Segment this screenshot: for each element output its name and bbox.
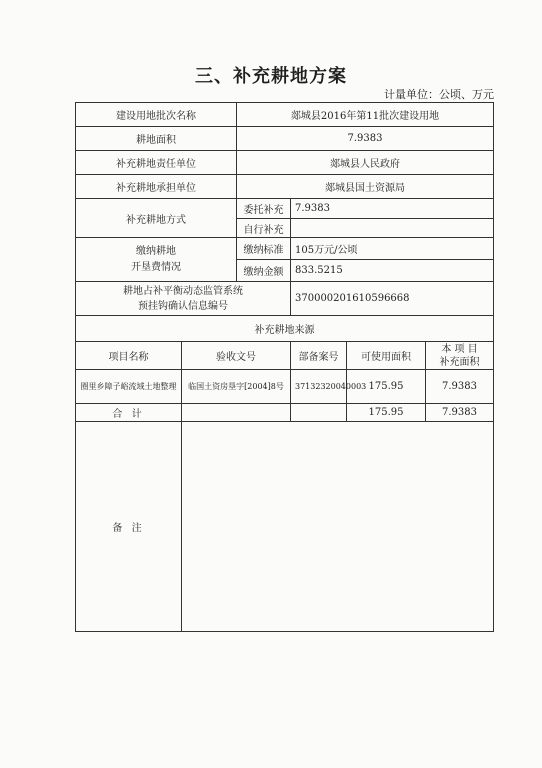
remarks-label: 备 注 [76, 422, 182, 632]
fee-standard-label: 缴纳标准 [237, 238, 291, 260]
responsible-unit-value: 郯城县人民政府 [237, 151, 494, 175]
total-record-empty [291, 404, 347, 422]
supplement-plan-table [75, 102, 494, 632]
source-supplement-area: 7.9383 [426, 370, 494, 404]
system-code-label [76, 282, 291, 316]
source-section-title: 补充耕地来源 [76, 316, 494, 342]
undertaking-unit-label: 补充耕地承担单位 [76, 175, 237, 199]
fee-amount-label: 缴纳金额 [237, 260, 291, 282]
col-header-acceptance-doc: 验收文号 [182, 342, 291, 370]
total-supplement-area: 7.9383 [426, 404, 494, 422]
self-supplement-label: 自行补充 [237, 219, 291, 238]
system-code-value: 370000201610596668 [291, 282, 494, 316]
unit-note: 计量单位：公顷、万元 [384, 88, 494, 101]
responsible-unit-label: 补充耕地责任单位 [76, 151, 237, 175]
source-usable-area: 175.95 [347, 370, 426, 404]
system-code-label-line2: 预挂钩确认信息编号 [138, 300, 228, 312]
farmland-area-value: 7.9383 [237, 127, 494, 151]
total-usable-area: 175.95 [347, 404, 426, 422]
source-acceptance-doc: 临国土资房垦字[2004]8号 [182, 370, 291, 404]
self-supplement-value [291, 219, 494, 238]
total-doc-empty [182, 404, 291, 422]
col-header-supplement-area-line1: 本 项 目 [441, 343, 478, 355]
remarks-value [182, 422, 494, 632]
col-header-usable-area: 可使用面积 [347, 342, 426, 370]
farmland-area-label: 耕地面积 [76, 127, 237, 151]
total-label: 合 计 [76, 404, 182, 422]
entrust-label: 委托补充 [237, 199, 291, 219]
undertaking-unit-value: 郯城县国土资源局 [237, 175, 494, 199]
total-row [76, 404, 494, 422]
approval-batch-value: 郯城县2016年第11批次建设用地 [237, 103, 494, 127]
page-title: 三、补充耕地方案 [195, 66, 347, 87]
col-header-project-name: 项目名称 [76, 342, 182, 370]
system-code-label-line1: 耕地占补平衡动态监管系统 [123, 285, 243, 297]
source-record-number: 37132320040003 [291, 370, 347, 404]
entrust-value: 7.9383 [291, 199, 494, 219]
col-header-supplement-area-line2: 补充面积 [439, 356, 480, 368]
approval-batch-label: 建设用地批次名称 [76, 103, 237, 127]
reclamation-fee-label-line1: 缴纳耕地 [136, 245, 176, 257]
source-project-name: 圈里乡障子峪流域土地整理 [76, 370, 182, 404]
fee-amount-value: 833.5215 [291, 260, 494, 282]
reclamation-fee-label [76, 238, 237, 282]
reclamation-fee-label-line2: 开垦费情况 [131, 261, 181, 273]
col-header-supplement-area [426, 342, 494, 370]
col-header-record-number: 部备案号 [291, 342, 347, 370]
supplement-method-label: 补充耕地方式 [76, 199, 237, 238]
table-row [76, 370, 494, 404]
fee-standard-value: 105万元/公顷 [291, 238, 494, 260]
